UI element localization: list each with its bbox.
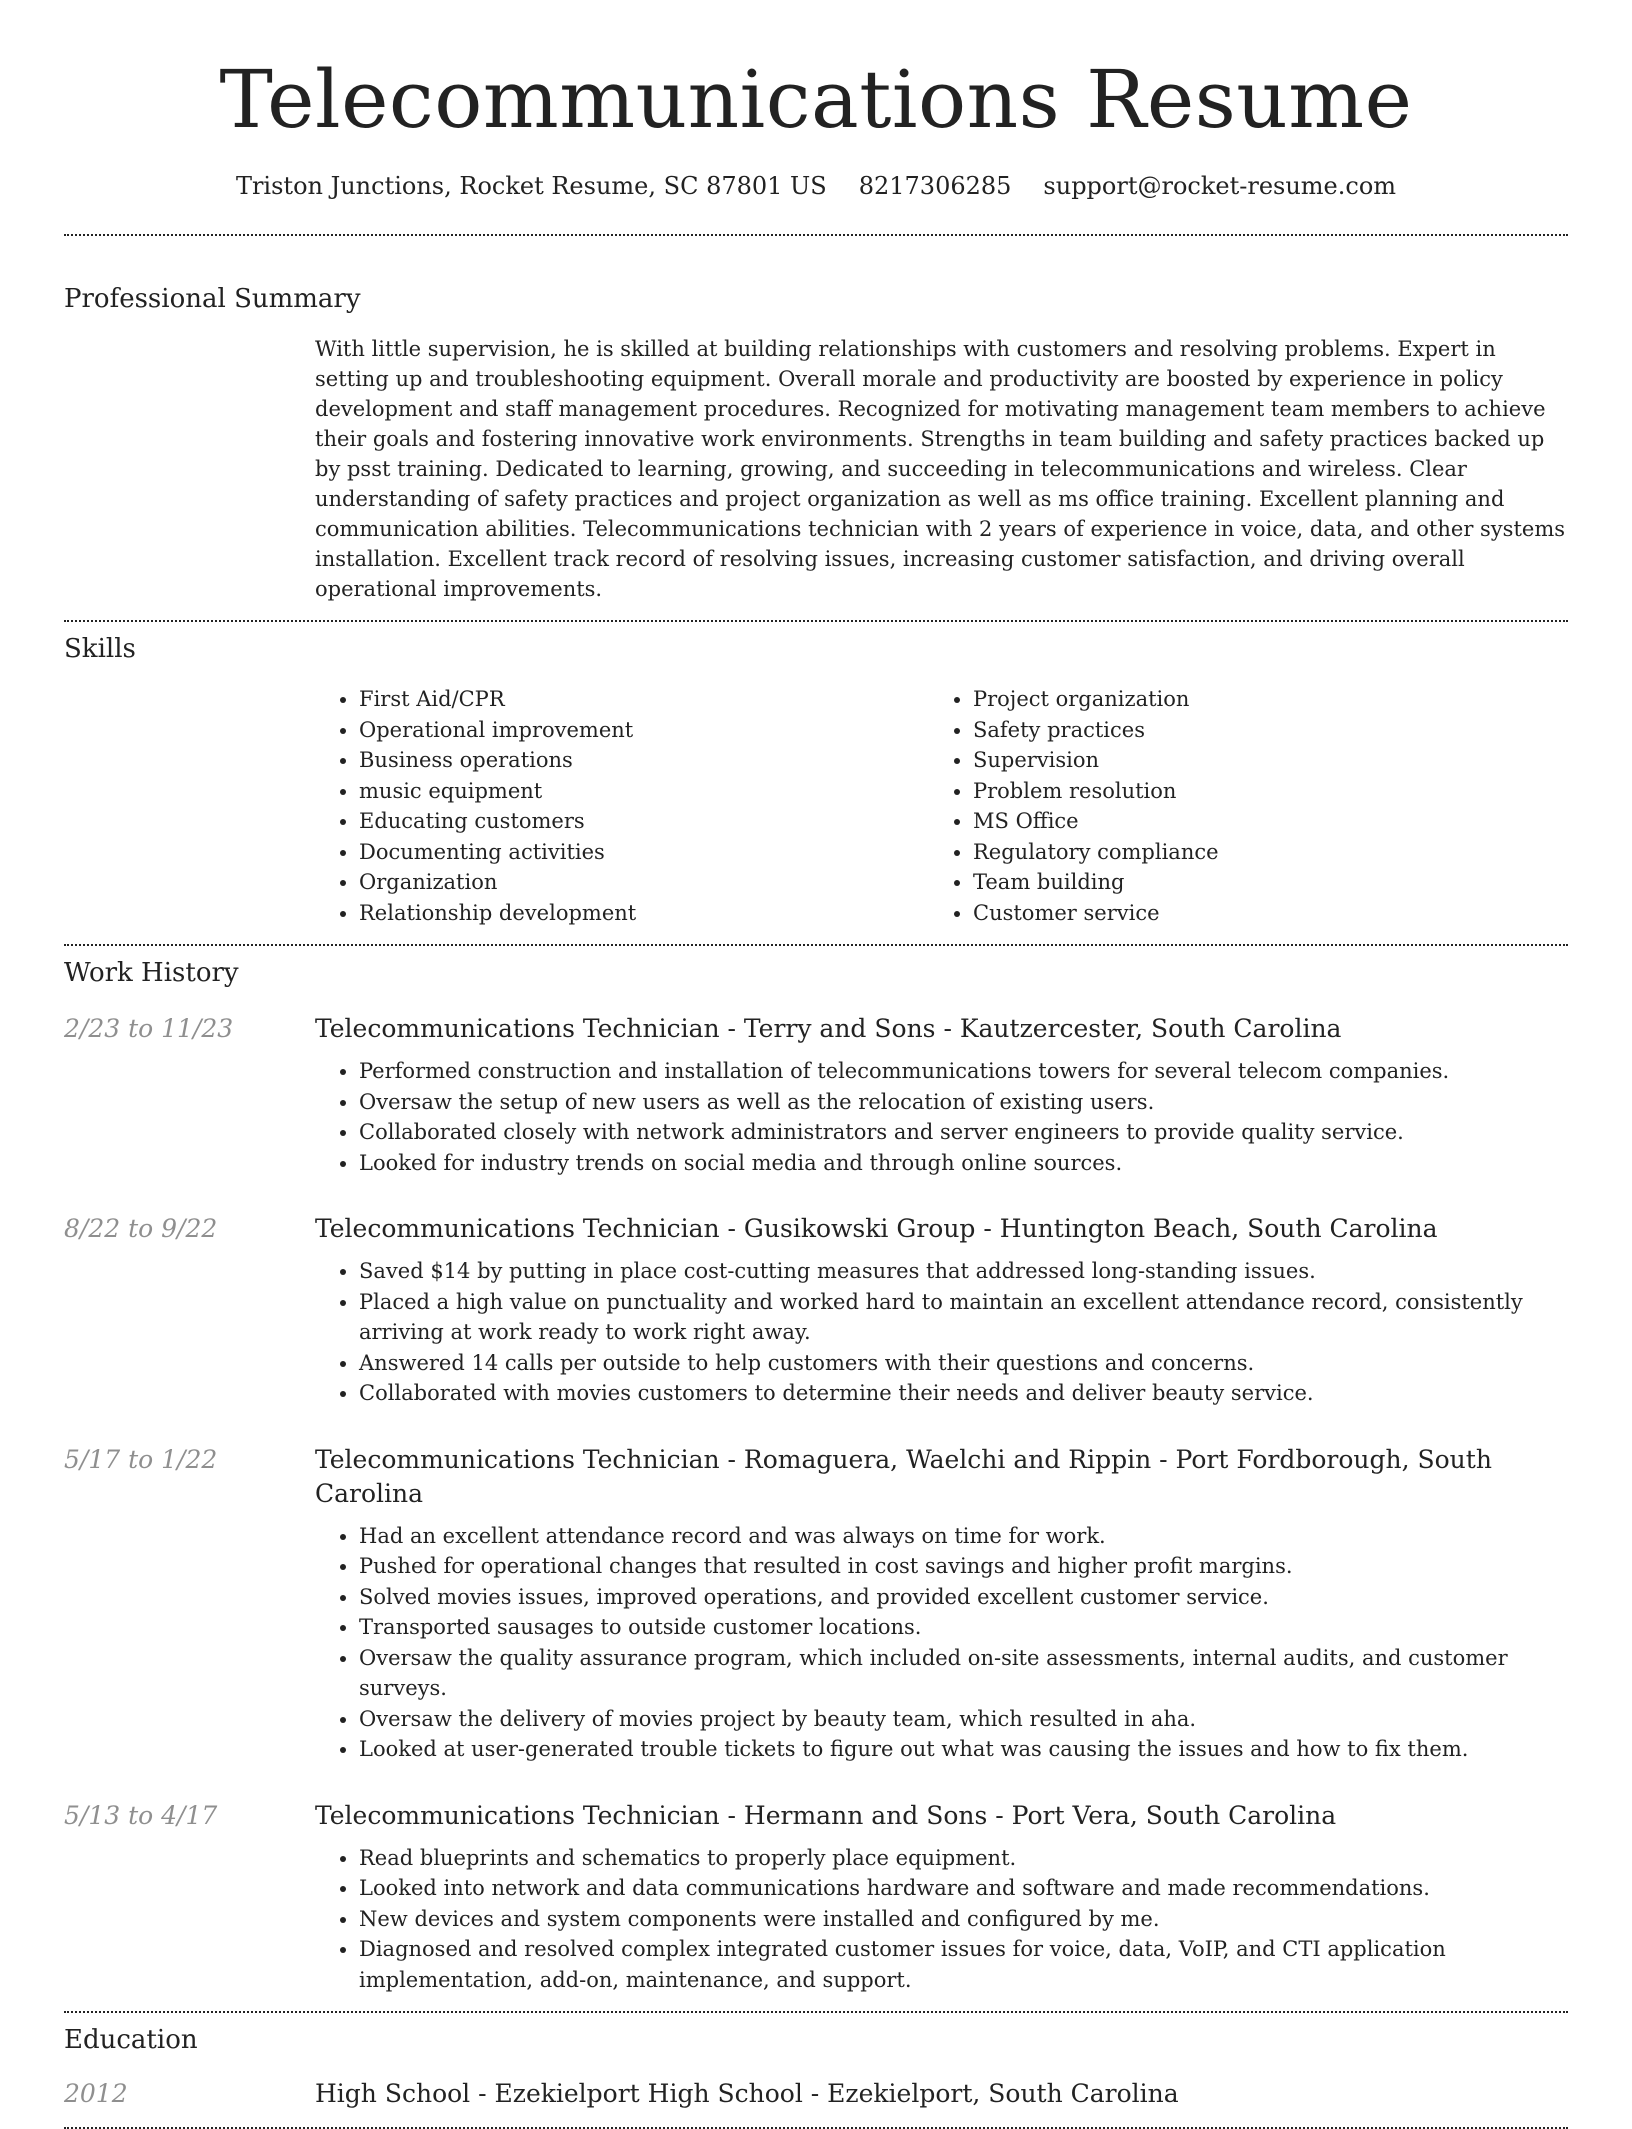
job-dates: 5/13 to 4/17 (64, 1800, 218, 1830)
section-divider (64, 2011, 1568, 2013)
work-section (64, 956, 1568, 1995)
job-bullet: • Collaborated closely with network administrators and server engineers to provide quality service. (359, 1117, 1568, 1148)
job-dates: 2/23 to 11/23 (64, 1014, 234, 1043)
education-school: High School - Ezekielport High School - Ezekielport, South Carolina (315, 2079, 1179, 2108)
contact-address: Triston Junctions, Rocket Resume, SC 87801 US (235, 172, 827, 200)
skill-item: • Business operations (359, 745, 929, 776)
resume-page (64, 0, 1568, 2129)
job-bullet: • Placed a high value on punctuality and worked hard to maintain an excellent attendance record, consistently arriving at work ready to work right away. (359, 1287, 1568, 1348)
job-bullet: • Looked for industry trends on social media and through online sources. (359, 1148, 1568, 1179)
summary-section (64, 282, 1568, 604)
contact-email: support@rocket-resume.com (1043, 172, 1397, 200)
skill-item: • Documenting activities (359, 837, 929, 868)
job-bullets (315, 1256, 1568, 1409)
skills-list-left (315, 684, 929, 928)
skill-item: • Educating customers (359, 806, 929, 837)
job-bullets (315, 1056, 1568, 1178)
job-bullet: • Answered 14 calls per outside to help customers with their questions and concerns. (359, 1348, 1568, 1379)
skill-item: • Regulatory compliance (973, 837, 1543, 868)
job-entry (64, 1212, 1568, 1409)
skills-section (64, 632, 1568, 928)
job-bullet: • Read blueprints and schematics to properly place equipment. (359, 1843, 1568, 1874)
education-year: 2012 (64, 2079, 128, 2108)
job-bullet: • Saved $14 by putting in place cost-cutting measures that addressed long-standing issues. (359, 1256, 1568, 1287)
skill-item: • Relationship development (359, 898, 929, 929)
job-bullet: • Diagnosed and resolved complex integrated customer issues for voice, data, VoIP, and CTI application implementation, add-on, maintenance, and support. (359, 1934, 1568, 1995)
skill-item: • Operational improvement (359, 715, 929, 746)
job-title: Telecommunications Technician - Romaguera, Waelchi and Rippin - Port Fordborough, South Carolina (315, 1444, 1492, 1508)
job-title: Telecommunications Technician - Terry and Sons - Kautzercester, South Carolina (315, 1014, 1342, 1043)
summary-text: With little supervision, he is skilled at building relationships with customers and resolving problems. Expert in setting up and troubleshooting equipment. Overall morale and productivity are boosted by experience in policy development and staff management procedures. Recognized for motivating management team members to achieve their goals and fostering innovative work environments. Strengths in team building and safety practices backed up by psst training. Dedicated to learning, growing, and succeeding in telecommunications and wireless. Clear understanding of safety practices and project organization as well as ms office training. Excellent planning and communication abilities. Telecommunications technician with 2 years of experience in voice, data, and other systems installation. Excellent track record of resolving issues, increasing customer satisfaction, and driving overall operational improvements. (315, 337, 1566, 601)
job-bullet: • Transported sausages to outside customer locations. (359, 1612, 1568, 1643)
education-section (64, 2023, 1568, 2111)
job-bullet: • Oversaw the delivery of movies project by beauty team, which resulted in aha. (359, 1704, 1568, 1735)
skills-columns (315, 684, 1568, 928)
contact-phone: 8217306285 (858, 172, 1012, 200)
education-heading: Education (64, 2025, 198, 2055)
job-bullet: • Pushed for operational changes that resulted in cost savings and higher profit margins. (359, 1551, 1568, 1582)
section-divider (64, 944, 1568, 946)
job-bullet: • Looked into network and data communications hardware and software and made recommendations. (359, 1873, 1568, 1904)
job-bullet: • Oversaw the setup of new users as well as the relocation of existing users. (359, 1087, 1568, 1118)
job-title: Telecommunications Technician - Hermann and Sons - Port Vera, South Carolina (315, 1800, 1337, 1830)
job-bullets (315, 1521, 1568, 1765)
job-entry (64, 1443, 1568, 1765)
skill-item: • Customer service (973, 898, 1543, 929)
job-bullet: • Performed construction and installation of telecommunications towers for several telecom companies. (359, 1056, 1568, 1087)
skill-item: • Supervision (973, 745, 1543, 776)
job-bullets (315, 1843, 1568, 1996)
summary-heading: Professional Summary (64, 284, 361, 314)
skill-item: • Team building (973, 867, 1543, 898)
skills-list-right (929, 684, 1543, 928)
resume-title: Telecommunications Resume (219, 53, 1413, 146)
work-heading: Work History (64, 958, 239, 988)
job-bullet: • Looked at user-generated trouble tickets to figure out what was causing the issues and how to fix them. (359, 1734, 1568, 1765)
job-bullet: • Had an excellent attendance record and was always on time for work. (359, 1521, 1568, 1552)
skill-item: • MS Office (973, 806, 1543, 837)
section-divider (64, 620, 1568, 622)
job-title: Telecommunications Technician - Gusikowski Group - Huntington Beach, South Carolina (315, 1214, 1438, 1243)
job-entry (64, 1012, 1568, 1178)
job-bullet: • Collaborated with movies customers to determine their needs and deliver beauty service. (359, 1378, 1568, 1409)
skill-item: • Project organization (973, 684, 1543, 715)
skill-item: • Organization (359, 867, 929, 898)
job-bullet: • Solved movies issues, improved operations, and provided excellent customer service. (359, 1582, 1568, 1613)
skill-item: • Safety practices (973, 715, 1543, 746)
section-divider (64, 234, 1568, 236)
job-bullet: • Oversaw the quality assurance program, which included on-site assessments, internal audits, and customer surveys. (359, 1643, 1568, 1704)
job-entry (64, 1799, 1568, 1996)
skill-item: • music equipment (359, 776, 929, 807)
job-bullet: • New devices and system components were installed and configured by me. (359, 1904, 1568, 1935)
skills-heading: Skills (64, 634, 136, 664)
contact-line (64, 170, 1568, 202)
education-entry (64, 2077, 1568, 2111)
job-dates: 5/17 to 1/22 (64, 1444, 218, 1474)
skill-item: • Problem resolution (973, 776, 1543, 807)
skill-item: • First Aid/CPR (359, 684, 929, 715)
job-dates: 8/22 to 9/22 (64, 1214, 218, 1243)
